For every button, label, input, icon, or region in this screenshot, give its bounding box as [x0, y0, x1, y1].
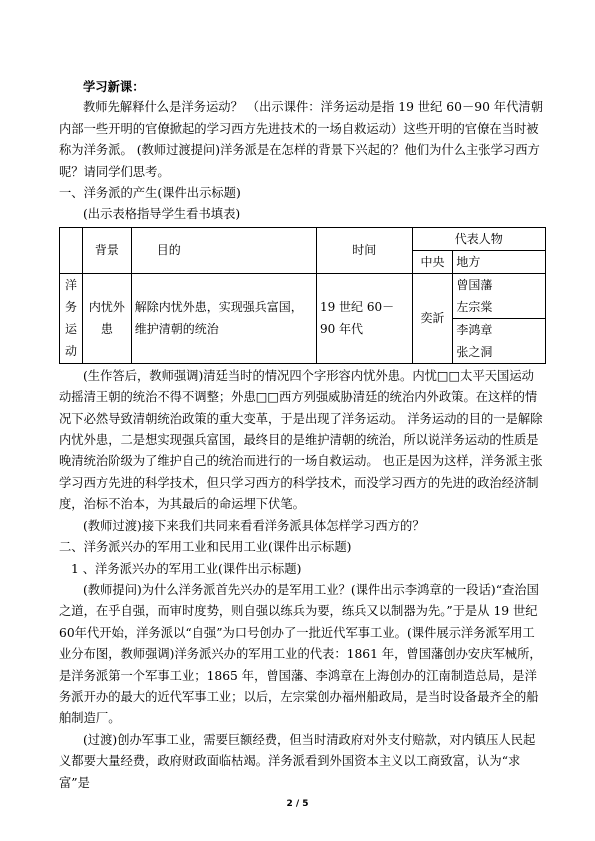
page-number: 2 / 5 [286, 799, 309, 809]
cell-local-top: 曾国藩 左宗棠 [453, 273, 546, 318]
table-instruction: (出示表格指导学生看书填表) [83, 207, 241, 222]
header-purpose: 目的 [131, 227, 316, 273]
table-header-row [60, 227, 546, 250]
cell-purpose: 解除内忧外患，实现强兵富国，维护清朝的统治 [131, 273, 316, 363]
table-row [60, 273, 546, 318]
intro-paragraph: 教师先解释什么是洋务运动？ （出示课件：洋务运动是指 19 世纪 60－90 年代清朝内部一些开明的官僚掀起的学习西方先进技术的一场自救运动）这些开明的官僚在当时被称为洋务派。 (教师过渡提问)洋务派是在怎样的背景下兴起的？他们为什么主张学习西方呢？请同学们思考。 [59, 100, 543, 179]
westernization-table [59, 227, 546, 364]
transition-civil-paragraph: (过渡)创办军事工业，需要巨额经费，但当时清政府对外支付赔款，对内镇压人民起义都要大量经费，政府财政面临枯竭。洋务派看到外国资本主义以工商致富，认为“求富”是 [59, 732, 536, 790]
row-label-vertical: 洋 务 运 动 [60, 273, 83, 363]
page-content [59, 76, 546, 794]
military-industry-paragraph: (教师提问)为什么洋务派首先兴办的是军用工业？(课件出示李鸿章的一段话)“查治国之道，在乎自强，而审时度势，则自强以练兵为要，练兵又以制器为先。”于是从 19 世纪 60年代开始，洋务派以“自强”为口号创办了一批近代军事工业。(课件展示洋务派军用工业分布图，教师强调)洋务派兴办的军用工业的代表：1861 年，曾国藩创办安庆军械所，是洋务派第一个军事工业；1865 年，曾国藩、李鸿章在上海创办的江南制造总局，是洋务派开办的最大的近代军事工业；以后，左宗棠创办福州船政局，是当时设备最齐全的船舶制造厂。 [59, 582, 542, 726]
cell-time: 19 世纪 60－90 年代 [316, 273, 412, 363]
answer-emphasis-paragraph: (生作答后，教师强调)清廷当时的情况四个字形容内忧外患。内忧□□太平天国运动动摇清王朝的统治不得不调整；外患□□西方列强威胁清廷的统治内外政策。在这样的情况下必然导致清朝统治政策的重大变革，于是出现了洋务运动。 洋务运动的目的一是解除内忧外患，二是想实现强兵富国，最终目的是维护清朝的统治，所以说洋务运动的性质是晚清统治阶级为了维护自己的统治而进行的一场自救运动。 也正是因为这样，洋务派主张学习西方先进的科学技术，但只学习西方的科学技术，而没学习西方的先进的政治经济制度，治标不治本，为其最后的命运埋下伏笔。 [59, 368, 543, 512]
header-local: 地方 [453, 250, 546, 273]
transition-paragraph: (教师过渡)接下来我们共同来看看洋务派具体怎样学习西方的？ [83, 518, 425, 533]
section-heading-2: 二、洋务派兴办的军用工业和民用工业(课件出示标题) [59, 540, 352, 555]
header-time: 时间 [316, 227, 412, 273]
cell-local-bottom: 李鸿章 张之洞 [453, 318, 546, 363]
header-central: 中央 [412, 250, 453, 273]
cell-central: 奕訢 [412, 273, 453, 363]
header-representatives: 代表人物 [412, 227, 545, 250]
section-heading-1: 一、洋务派的产生(课件出示标题) [59, 186, 241, 201]
heading-new-lesson: 学习新课： [83, 79, 145, 94]
subsection-heading-1: 1 、洋务派兴办的军用工业(课件出示标题) [71, 561, 302, 576]
header-background: 背景 [82, 227, 131, 273]
cell-background: 内忧外患 [82, 273, 131, 363]
table-corner-cell [60, 227, 83, 273]
